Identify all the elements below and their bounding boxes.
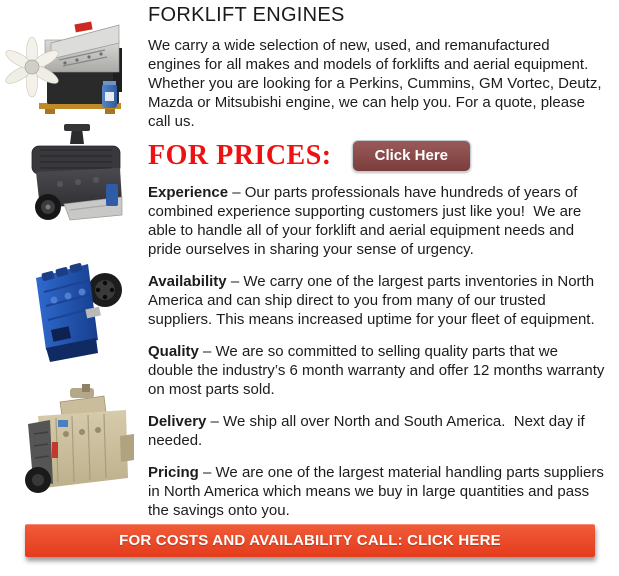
- page-title: FORKLIFT ENGINES: [148, 4, 345, 26]
- quality-term: Quality: [148, 343, 199, 360]
- delivery-term: Delivery: [148, 413, 207, 430]
- delivery-section: [148, 412, 606, 450]
- experience-section: [148, 183, 606, 259]
- main-content: [148, 4, 606, 533]
- experience-term: Experience: [148, 184, 229, 201]
- banner-label: FOR COSTS AND AVAILABILITY CALL: CLICK HERE: [119, 532, 501, 549]
- intro-paragraph: We carry a wide selection of new, used, and remanufactured engines for all makes and models of forklifts and aerial equipment. Whether you are looking for a Perkins, Cummins, GM Vortec, Deutz, Mazda or Mitsubishi engine, we can help you. For a quote, please call us.: [148, 37, 602, 130]
- availability-term: Availability: [148, 273, 227, 290]
- pricing-term: Pricing: [148, 464, 199, 481]
- delivery-text: – We ship all over North and South America. Next day if needed.: [148, 413, 585, 449]
- quality-section: [148, 342, 606, 399]
- quality-text: – We are so committed to selling quality parts that we double the industry’s 6 month warranty and offer 12 months warranty on most parts sold.: [148, 343, 605, 398]
- pricing-section: [148, 463, 606, 520]
- availability-text: – We carry one of the largest parts inventories in North America and can ship direct to you from many of our trusted suppliers. This means increased uptime for your fleet of equipment.: [148, 273, 595, 328]
- for-prices-label: FOR PRICES:: [148, 140, 332, 171]
- pricing-text: – We are one of the largest material handling parts suppliers in North America which means we buy in large quantities and pass the savings onto you.: [148, 464, 604, 519]
- prices-row: [148, 140, 606, 172]
- engine-photo-dark-v6: [12, 122, 138, 232]
- availability-section: [148, 272, 606, 329]
- engine-photo-grey-diesel: [4, 10, 136, 118]
- experience-text: – Our parts professionals have hundreds of years of combined experience supporting customers just like you! We are able to handle all of your forklift and aerial equipment needs and pride ourselves in sharing your sense of urgency.: [148, 184, 582, 258]
- engine-photo-blue-inline: [16, 252, 128, 366]
- engine-photo-tan-diesel: [8, 382, 138, 502]
- click-here-button[interactable]: Click Here: [352, 140, 471, 172]
- costs-availability-banner[interactable]: [25, 524, 595, 557]
